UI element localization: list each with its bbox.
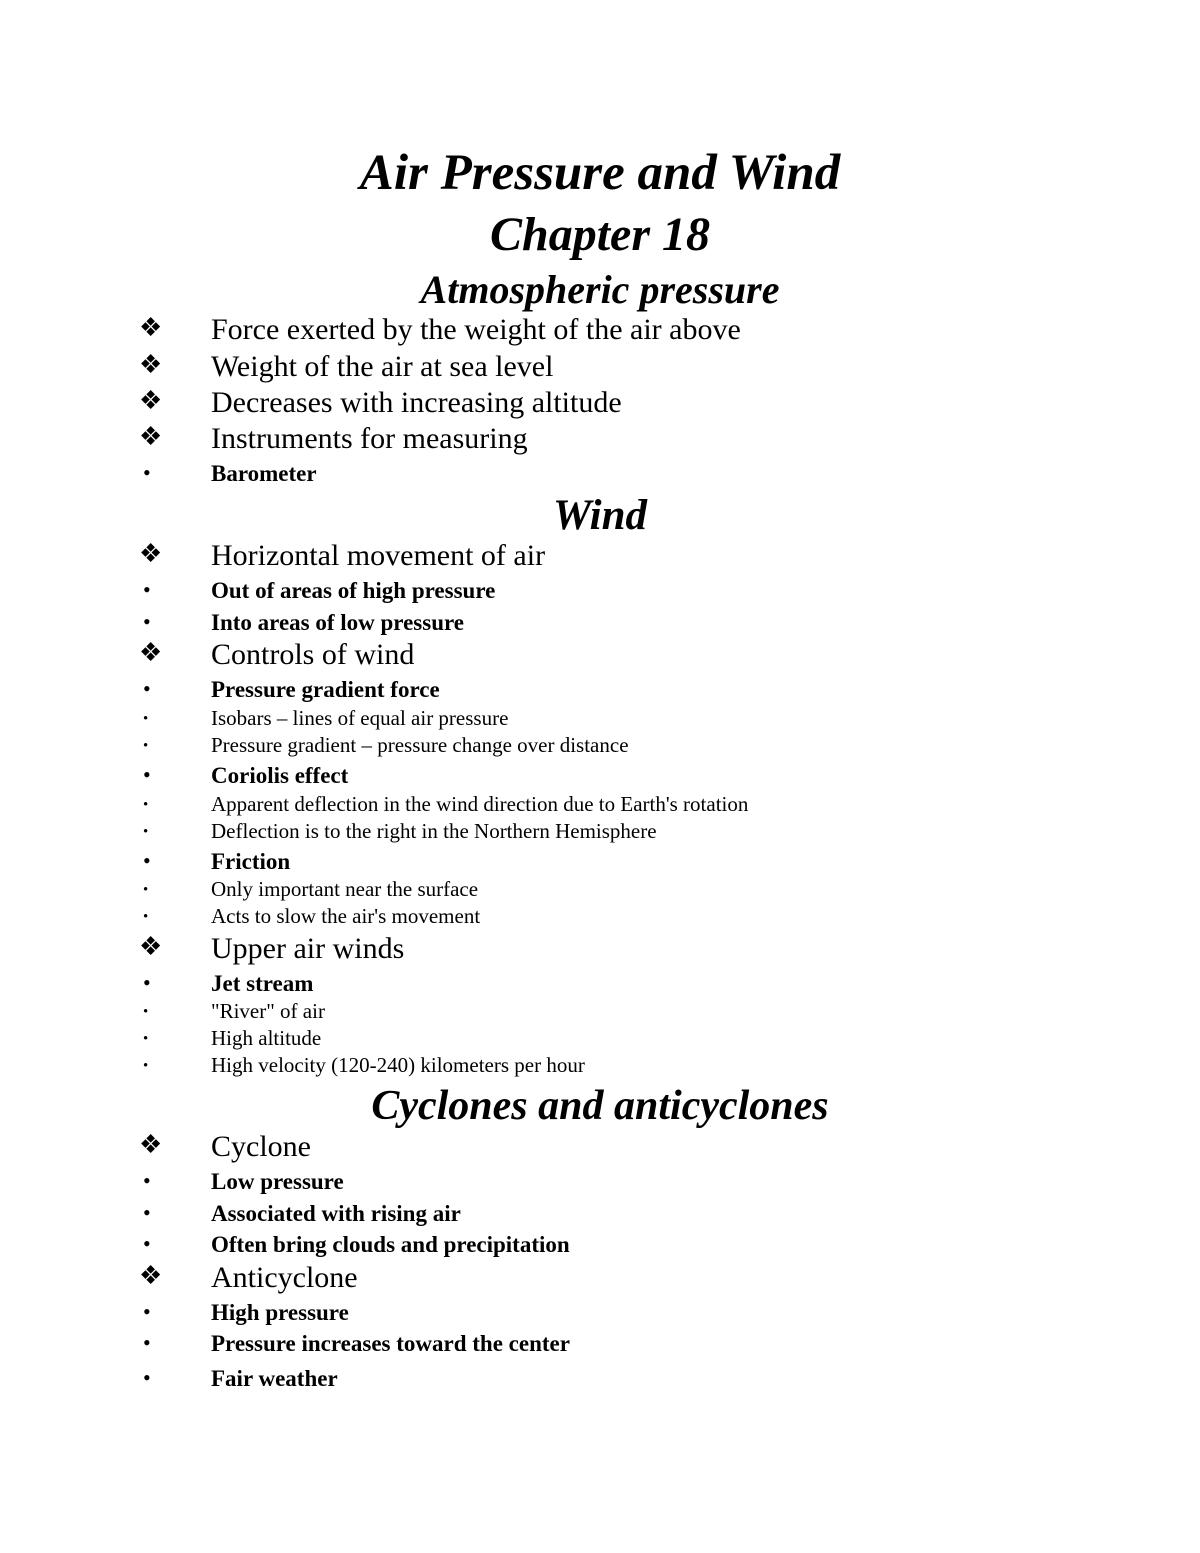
section-heading-atmospheric-pressure: Atmospheric pressure xyxy=(420,267,780,312)
list-item-text: Anticyclone xyxy=(211,1261,358,1294)
list-item xyxy=(0,388,1200,422)
diamond-bullet-icon: ❖ xyxy=(139,539,163,568)
list-item xyxy=(0,1202,1200,1236)
list-item-text: Barometer xyxy=(211,461,317,486)
list-item xyxy=(0,640,1200,674)
list-item xyxy=(0,934,1200,968)
list-item xyxy=(0,1233,1200,1267)
bullet-icon: • xyxy=(143,577,151,602)
chapter-title: Chapter 18 xyxy=(489,208,711,261)
bullet-icon: • xyxy=(143,609,151,634)
list-item-text: "River" of air xyxy=(211,999,325,1023)
list-item-text: Associated with rising air xyxy=(211,1201,461,1226)
list-item-text: Isobars – lines of equal air pressure xyxy=(211,706,509,730)
bullet-icon: • xyxy=(143,738,149,754)
bullet-icon: • xyxy=(143,1299,151,1324)
diamond-bullet-icon: ❖ xyxy=(139,386,163,415)
bullet-icon: • xyxy=(143,1004,149,1020)
list-item-text: Acts to slow the air's movement xyxy=(211,904,481,928)
list-item-text: Decreases with increasing altitude xyxy=(211,386,622,419)
diamond-bullet-icon: ❖ xyxy=(139,1261,163,1290)
diamond-bullet-icon: ❖ xyxy=(139,932,163,961)
list-item-text: Often bring clouds and precipitation xyxy=(211,1232,570,1257)
bullet-icon: • xyxy=(143,1330,151,1355)
bullet-icon: • xyxy=(143,762,151,787)
diamond-bullet-icon: ❖ xyxy=(139,350,163,379)
list-item-text: Friction xyxy=(211,849,291,874)
list-item-text: Only important near the surface xyxy=(211,877,479,901)
list-item-text: Weight of the air at sea level xyxy=(211,350,554,383)
document-title: Air Pressure and Wind xyxy=(359,145,841,201)
list-item-text: Fair weather xyxy=(211,1366,338,1391)
list-item-text: Low pressure xyxy=(211,1169,344,1194)
bullet-icon: • xyxy=(143,1168,151,1193)
list-item xyxy=(0,1132,1200,1166)
bullet-icon: • xyxy=(143,711,149,727)
section-heading-wind: Wind xyxy=(553,492,647,539)
list-item-text: Into areas of low pressure xyxy=(211,610,464,635)
list-item-text: Out of areas of high pressure xyxy=(211,578,496,603)
diamond-bullet-icon: ❖ xyxy=(139,422,163,451)
list-item xyxy=(0,462,1200,496)
list-item-text: High pressure xyxy=(211,1300,349,1325)
list-item xyxy=(0,352,1200,386)
section-heading-cyclones-and-anticyclones: Cyclones and anticyclones xyxy=(371,1083,829,1129)
list-item-text: Deflection is to the right in the Northern Hemisphere xyxy=(211,819,657,843)
bullet-icon: • xyxy=(143,909,149,925)
bullet-icon: • xyxy=(143,460,151,485)
list-item-text: High velocity (120-240) kilometers per hour xyxy=(211,1053,585,1077)
list-item xyxy=(0,1263,1200,1297)
list-item xyxy=(0,579,1200,613)
list-item xyxy=(0,424,1200,458)
list-item-text: Horizontal movement of air xyxy=(211,539,546,572)
list-item-text: High altitude xyxy=(211,1026,322,1050)
bullet-icon: • xyxy=(143,1058,149,1074)
diamond-bullet-icon: ❖ xyxy=(139,1130,163,1159)
bullet-icon: • xyxy=(143,1365,151,1390)
bullet-icon: • xyxy=(143,1231,151,1256)
list-item-text: Cyclone xyxy=(211,1130,311,1163)
list-item xyxy=(0,315,1200,349)
list-item-text: Coriolis effect xyxy=(211,763,349,788)
list-item xyxy=(0,1332,1200,1366)
bullet-icon: • xyxy=(143,848,151,873)
bullet-icon: • xyxy=(143,824,149,840)
list-item-text: Controls of wind xyxy=(211,638,415,671)
list-item-text: Pressure gradient force xyxy=(211,677,440,702)
bullet-icon: • xyxy=(143,970,151,995)
bullet-icon: • xyxy=(143,797,149,813)
list-item xyxy=(0,678,1200,712)
list-item xyxy=(0,541,1200,575)
bullet-icon: • xyxy=(143,676,151,701)
list-item xyxy=(0,1301,1200,1335)
bullet-icon: • xyxy=(143,882,149,898)
list-item-text: Jet stream xyxy=(211,971,314,996)
list-item-text: Force exerted by the weight of the air above xyxy=(211,313,741,346)
bullet-icon: • xyxy=(143,1200,151,1225)
list-item-text: Upper air winds xyxy=(211,932,405,965)
list-item-text: Apparent deflection in the wind direction due to Earth's rotation xyxy=(211,792,749,816)
list-item-text: Pressure increases toward the center xyxy=(211,1331,570,1356)
list-item xyxy=(0,1170,1200,1204)
list-item xyxy=(0,1367,1200,1401)
bullet-icon: • xyxy=(143,1031,149,1047)
list-item-text: Instruments for measuring xyxy=(211,422,528,455)
diamond-bullet-icon: ❖ xyxy=(139,638,163,667)
diamond-bullet-icon: ❖ xyxy=(139,313,163,342)
list-item-text: Pressure gradient – pressure change over distance xyxy=(211,733,629,757)
